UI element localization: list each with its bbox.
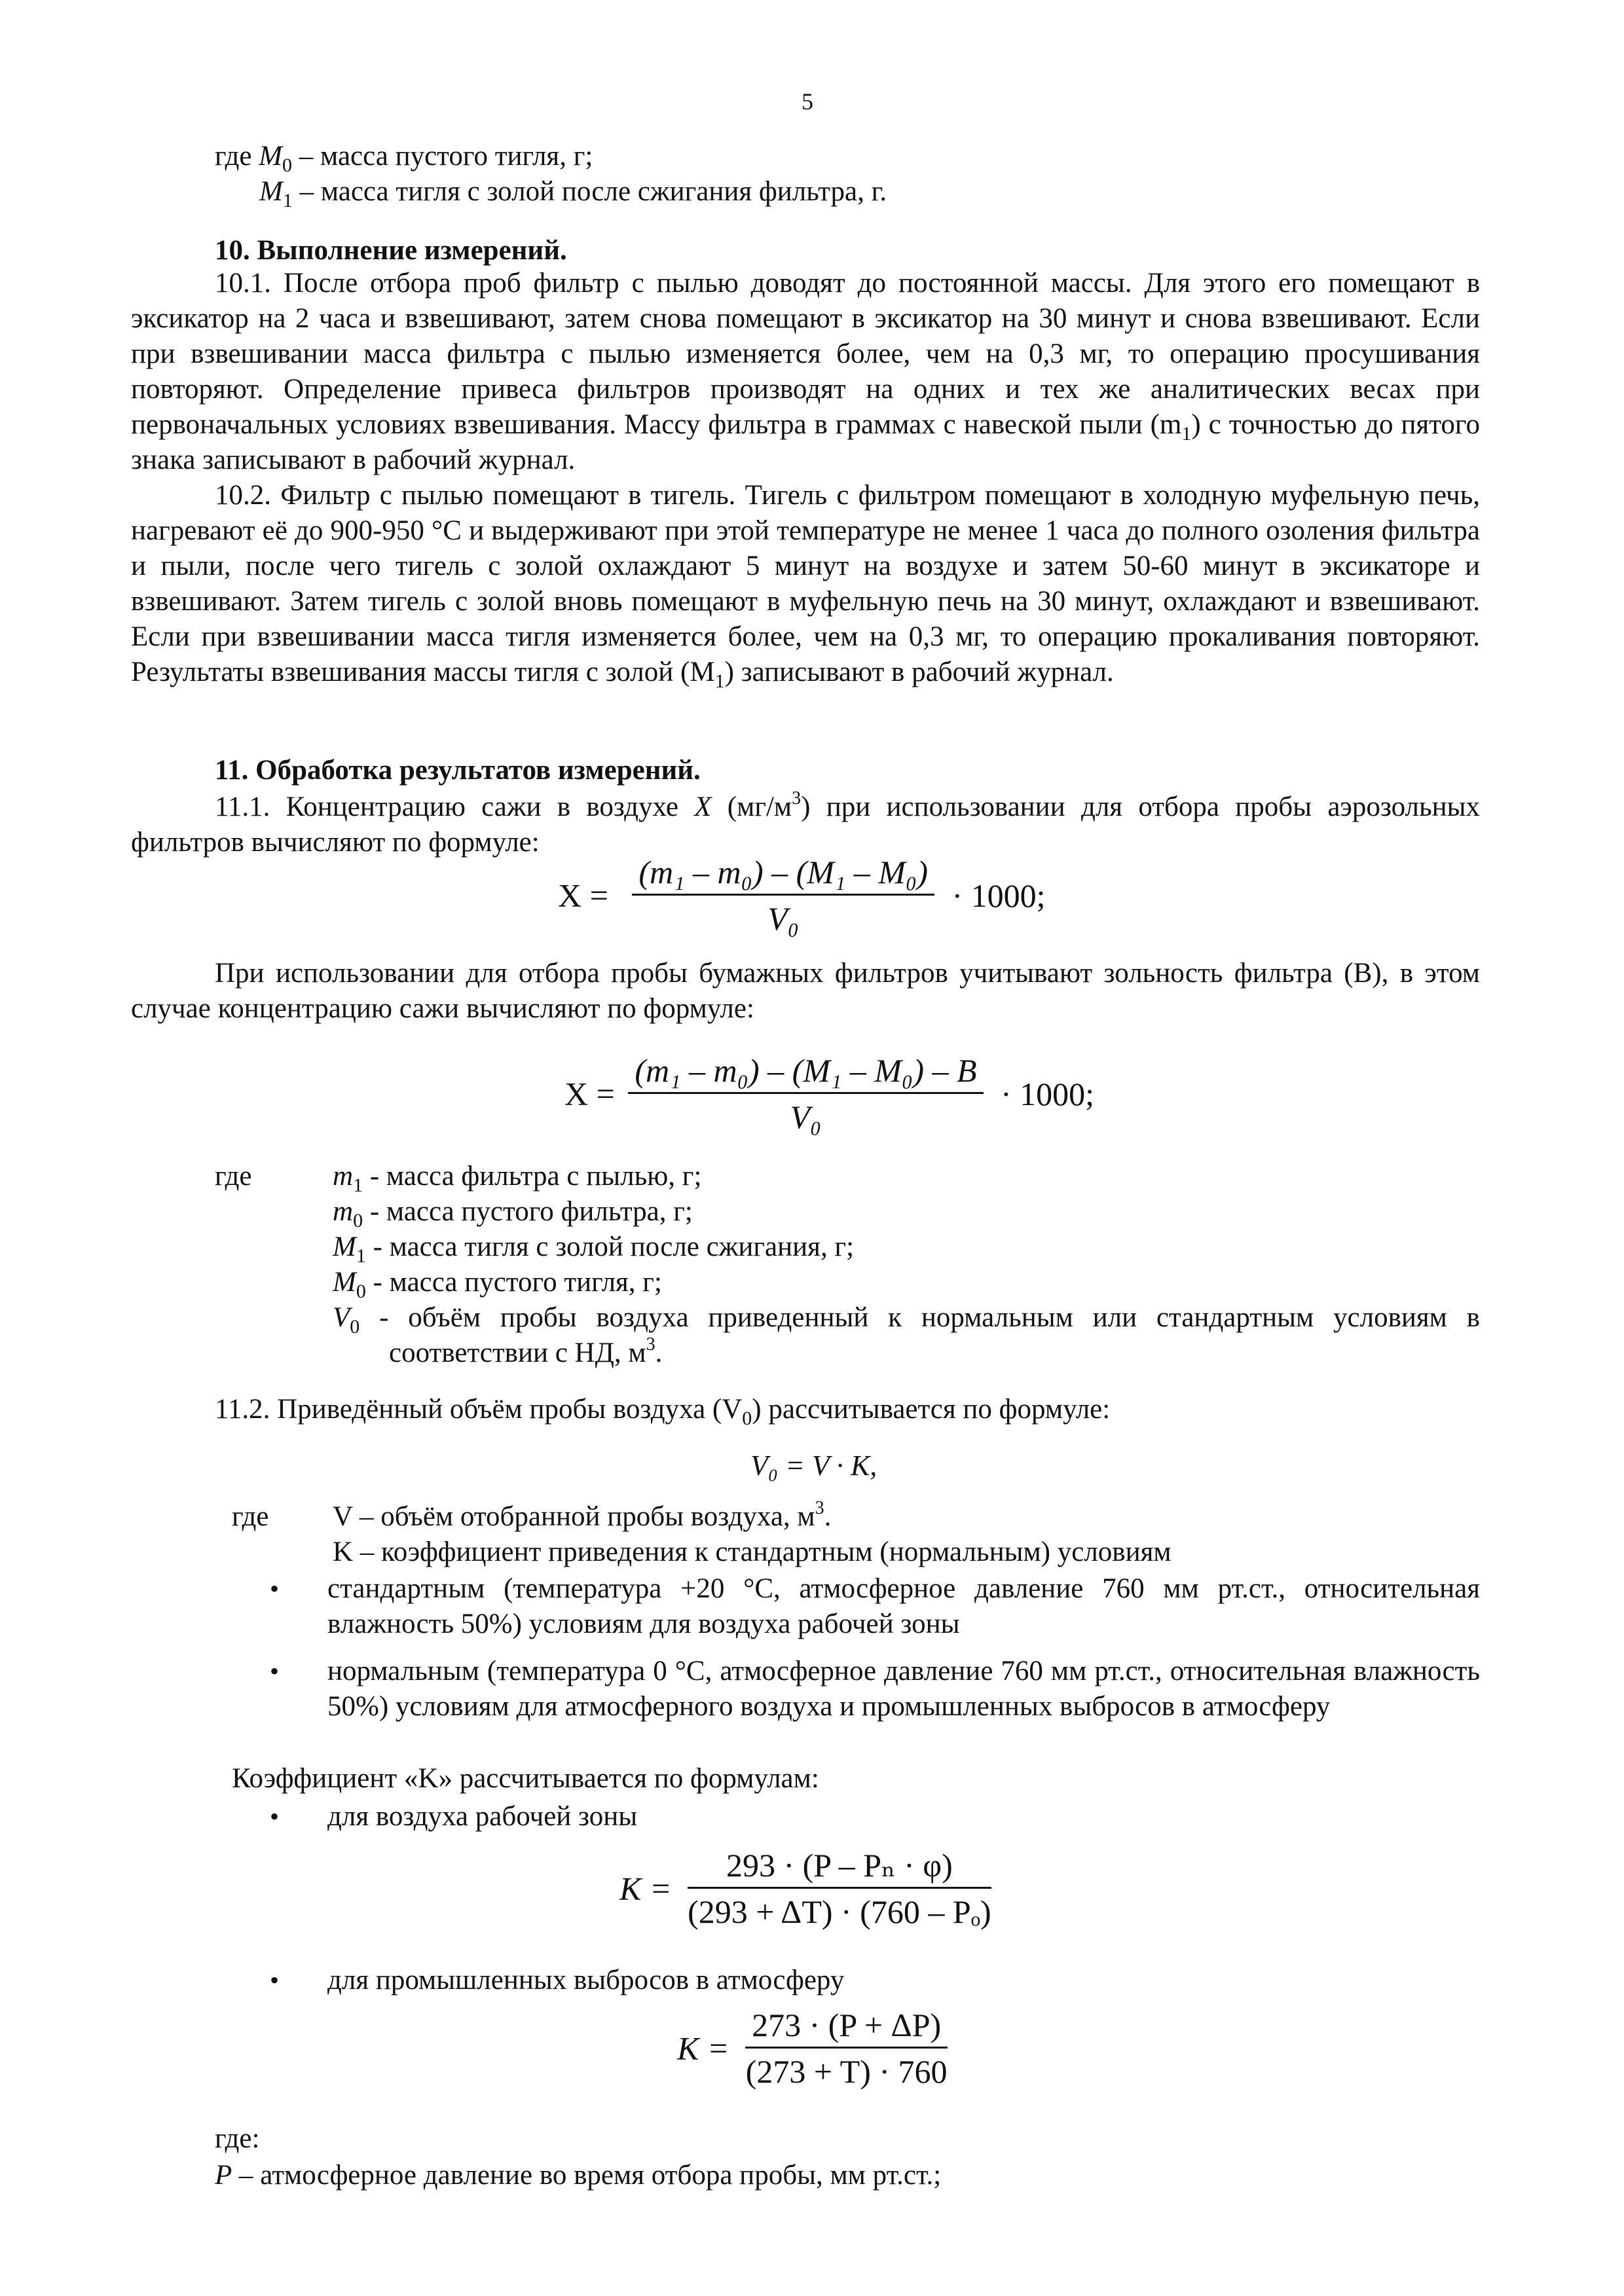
where-label: где bbox=[215, 1161, 252, 1192]
paragraph-10-2: 10.2. Фильтр с пылью помещают в тигель. Тигель с фильтром помещают в холодную муфельную печь, нагревают её до 900-950 °С и выдерживают при этой температуре не менее 1 часа до полного озоления фильтра и пыли, после чего тигель с золой охлаждают 5 минут на воздухе и затем 50-60 минут в эксикаторе и взвешивают. Затем тигель с золой вновь помещают в муфельную печь на 30 минут, охлаждают и взвешивают. Если при взвешивании масса тигля изменяется более, чем на 0,3 мг, то операцию прокаливания повторяют. Результаты взвешивания массы тигля с золой $(M_1)$ записывают в рабочий журнал. bbox=[131, 480, 1480, 692]
paragraph-11-1: 11.1. Концентрацию сажи в воздухе X $(мг/м^3)$ при использовании для отбора пробы аэрозольных фильтров вычисляют по формуле: bbox=[131, 788, 1480, 858]
def-m1-filter: $m_1$ - масса фильтра с пылью, г; bbox=[333, 1161, 702, 1196]
paragraph-10-1: 10.1. После отбора проб фильтр с пылью доводят до постоянной массы. Для этого его помещают в эксикатор на 2 часа и взвешивают, затем снова помещают в эксикатор на 30 минут и снова взвешивают. Если при взвешивании масса фильтра с пылью изменяется более, чем на 0,3 мг, то операцию просушивания повторяют. Определение привеса фильтров производят на одних и тех же аналитических весах при первоначальных условиях взвешивания. Массу фильтра в граммах с навеской пыли $(m_1)$ с точностью до пятого знака записывают в рабочий журнал. bbox=[131, 268, 1480, 475]
bullet-standard: стандартным (температура +20 °С, атмосферное давление 760 мм рт.ст., относительная влажность 50%) условиям для воздуха рабочей зоны bbox=[327, 1573, 1480, 1639]
section-10-heading: 10. Выполнение измерений. bbox=[215, 235, 567, 266]
def-V0-volume: $V_0$ - объём пробы воздуха приведенный к нормальным или стандартным условиям в bbox=[333, 1302, 1480, 1338]
section-11-heading: 11. Обработка результатов измерений. bbox=[215, 755, 701, 786]
def-M1-crucible: $M_1$ - масса тигля с золой после сжигания, г; bbox=[333, 1231, 855, 1267]
formula-concentration-aerosol: X = $\frac{\text{(m₁ – m₀) – (M₁ – M₀)}}{\text{V₀}}$ · 1000; bbox=[558, 854, 1046, 937]
bullet-marker: • bbox=[270, 1656, 280, 1686]
def-M0-crucible: $M_0$ - масса пустого тигля, г; bbox=[333, 1267, 662, 1302]
bullet-marker: • bbox=[270, 1574, 280, 1603]
bullet-work-zone: для воздуха рабочей зоны bbox=[327, 1801, 638, 1832]
def-m0-line: где $M_0$ – масса пустого тигля, г; bbox=[215, 141, 593, 176]
def-m1-line: $M_1$ – масса тигля с золой после сжигания фильтра, г. bbox=[259, 176, 887, 211]
def-m0-filter: $m_0$ - масса пустого фильтра, г; bbox=[333, 1196, 693, 1231]
def-V-volume: V – объём отобранной пробы воздуха, $м^3$. bbox=[333, 1498, 832, 1532]
bullet-marker: • bbox=[270, 1802, 280, 1831]
coefficient-intro: Коэффициент «K» рассчитывается по формулам: bbox=[232, 1763, 819, 1794]
bullet-normal: нормальным (температура 0 °С, атмосферное давление 760 мм рт.ст., относительная влажность 50%) условиям для атмосферного воздуха и промышленных выбросов в атмосферу bbox=[327, 1656, 1480, 1722]
formula-k-work-zone: K = $\frac{\text{293 · (P – Pₙ · φ)}}{\text{(293 + ΔT) · (760 – Pₒ)}}$ bbox=[619, 1847, 991, 1930]
paragraph-11-2: 11.2. Приведённый объём пробы воздуха $(V_0)$ рассчитывается по формуле: bbox=[215, 1394, 1111, 1429]
bullet-industry: для промышленных выбросов в атмосферу bbox=[327, 1965, 845, 1995]
def-K-coefficient: K – коэффициент приведения к стандартным (нормальным) условиям bbox=[333, 1537, 1172, 1567]
bullet-marker: • bbox=[270, 1965, 280, 1995]
formula-volume: V₀ = V · K, bbox=[750, 1449, 877, 1482]
page-number: 5 bbox=[802, 88, 813, 115]
formula-k-industry: K = $\frac{273 \cdot (P + \Delta P)}{(273 + T) \cdot 760}$ bbox=[677, 2007, 948, 2090]
def-V0-volume-cont: соответствии с НД, $м^3$. bbox=[389, 1334, 663, 1368]
paragraph-11-paper-filters: При использовании для отбора пробы бумажных фильтров учитывают зольность фильтра (B), в этом случае концентрацию сажи вычисляют по формуле: bbox=[131, 958, 1480, 1024]
def-P-pressure: P – атмосферное давление во время отбора пробы, мм рт.ст.; bbox=[215, 2160, 942, 2191]
formula-concentration-paper: X = $\frac{\text{(m₁ – m₀) – (M₁ – M₀) – B}}{\text{V₀}}$ · 1000; bbox=[564, 1052, 1095, 1135]
where-label-3: где: bbox=[215, 2123, 260, 2154]
where-label-2: где bbox=[232, 1501, 269, 1532]
